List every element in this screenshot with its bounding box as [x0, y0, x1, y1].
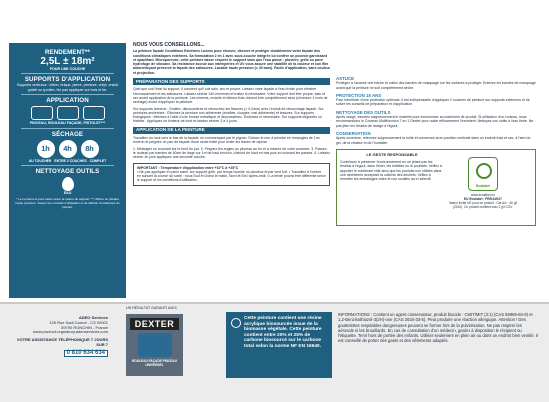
roller-icon	[57, 106, 79, 120]
company-website: www.product-regulatory.adeoservices.com	[32, 329, 108, 335]
divider	[21, 128, 114, 129]
rendement-sub: POUR UNE COUCHE	[49, 67, 86, 71]
assistance-label: VOTRE ASSISTANCE TÉLÉPHONIQUE 7 JOURS SUR 7	[16, 337, 108, 347]
drying-time-badge: 8h	[81, 140, 99, 158]
address-line-1: 135 Rue Sadi Carnot - CS 00001	[49, 319, 108, 325]
drying-label: ENTRE 2 COUCHES	[54, 158, 87, 163]
geste-text: Contribuez à préserver l'environnement en ne jetant pas les résidus à l'égout, dans l'évier, les toilettes ou la poubelle. Veillez à apporter le contenant vide ainsi que les produits non utilisés dans une déchèterie acceptant la collecte des déchets. Veillez à remettre les emballages vides et non souillés au tri sélectif.	[340, 160, 442, 182]
application-tools: PINCEAU, ROULEAU FAÇADE, PISTOLET***	[29, 121, 106, 126]
conservation-text: Après ouverture, refermez soigneusement la boîte et conservez-la en position verticale dans un endroit frais et sec, à l'abri du gel, de la chaleur et de l'humidité.	[336, 136, 531, 145]
astuce-title: ASTUCE	[336, 76, 355, 81]
drying-time-badge: 1h	[37, 140, 55, 158]
phone-number: 0 810 634 634	[64, 350, 108, 357]
sechage-title: SÉCHAGE	[51, 130, 84, 138]
nettoyage-outils-text: Après usage, essorez soigneusement le matériel pour économiser au maximum de produit. Si utilisation d'un rouleau, nous recommandons le Couteau Multifonction 7 en 1 Dexter pour racler efficacement l'excédent. Nettoyez vos outils à l'eau tiède. Ne pas jeter les résidus de lavage à l'égout.	[336, 115, 534, 128]
nettoyage-outils-title: NETTOYAGE DES OUTILS	[336, 109, 391, 115]
application-title: APPLICATION	[46, 97, 89, 105]
sidebar-footnotes: * Le rendement peut varier selon la nature du support. ** Utiliser un pistolet haute pression. Suivez les conseils d'utilisation et de dilution du fabricant du pistolet.	[15, 197, 120, 209]
biosourced-box	[226, 312, 332, 378]
instructions-column	[133, 43, 330, 186]
address-line-2: 59790 RONCHIN - France	[61, 324, 108, 330]
sechage-labels	[9, 159, 126, 163]
company-address	[8, 316, 108, 357]
prep-text-2: Sur supports farineux : Grattez, dépoussiérez et rebouchez les fissures (> 0,2mm) avec l'enduit de rebouchage façade. Sur peintures anciennes : Éliminez la peinture non adhérente (écaillée, cloquée, mal adhérente) et lessivez. Sur supports biologiques : éliminez à l'aide d'une brosse métallique et dépoussiérez. Enduisez si nécessaire. Sur supports dégradés ou friables : Appliquez un fixateur de fond et laissez sécher 3 à 4 jours.	[133, 106, 324, 124]
dexter-sub: ROULEAU FAÇADE PINCEAU UNIVERSEL	[132, 359, 177, 367]
dexter-logo: DEXTER	[130, 318, 179, 330]
divider	[21, 165, 114, 166]
spray-gun-icon	[83, 106, 105, 120]
conservation-title: CONSERVATION	[336, 130, 371, 136]
prep-title: PRÉPARATION DES SUPPORTS	[133, 78, 330, 85]
application-steps: 1. Mélangez en tournant sur le fond du pot. 2. Peignez les angles au pinceau au fur et à mesure de votre avancée. 3. Passez le rouleau par bandes de 60cm de large sur 1m de haut environ, d'abord de haut en bas puis en croisant les passes. 4. Laissez sécher 4h puis appliquez une seconde couche.	[133, 146, 330, 160]
safety-information: INFORMATIONS : Contient un agent conservateur, produit biocide : CMIT/MIT (3:1) (CAS 55965-84-9) et 1,2-Benzisothiazol-3(2H)-one (CAS 2634-33-5). Peut produire une réaction allergique. Attention ! Des gouttelettes respirables dangereuses peuvent se former lors de la pulvérisation. Ne pas respirer les aérosols ni les brouillards. En cas de consultation d'un médecin, garder à disposition le récipient ou l'étiquette. Tenir hors de portée des enfants. Utiliser seulement en plein air ou dans un endroit bien ventilé. Il est conseillé de porter des gants et des vêtements adaptés.	[338, 312, 538, 344]
supports-text: Supports verticaux : béton, brique, pierre, peinture, crépi, enduit gratté ou tyrolien. Ne pas appliquer sur bois et fer.	[16, 83, 119, 92]
spec-sidebar	[9, 43, 126, 298]
ecolabel-voc: Valeur limite UE pour ce produit : Cat A/c : 40 g/l (2010). Ce produit contient max 2 g/l COV.	[448, 200, 518, 209]
ecolabel-name: Ecolabel	[476, 183, 490, 188]
geste-content	[340, 153, 444, 222]
ecolabel-flower-icon	[468, 157, 498, 191]
protection-text: Pour bénéficier d'une protection optimale, il est indispensable d'appliquer 2 couches de peinture sur supports extérieurs et de suivre les conseils de préparation et d'application.	[336, 98, 530, 107]
geste-title: LE GESTE RESPONSABLE	[366, 151, 418, 157]
intro-text: La peinture façade Conditions Extrêmes Luxens pour rénover, décorer et protéger durablement votre façade des conditions climatiques extrêmes. Sa formulation 2 en 1 avec sous-couche intégrée lui confère un pouvoir garnissant et opacifiant. Microporeuse, cette peinture laisse respirer le support sans que l'eau passe : pluvière, grêle ou pavé hydrofuge de siloxane. Sa résistance accrue aux intempéries et UV vous assure une stabilité de la couleur et son film autonettoyant préserve la façade des salissures. Lavable haute pression (= 40 bars). Facile d'application, sans couleur et projection.	[133, 49, 331, 75]
sechage-icons	[9, 140, 126, 158]
dexter-box	[126, 314, 183, 376]
nettoyage-value: EAU	[63, 190, 72, 195]
important-title: IMPORTANT : Température d'application entre +10°C à +25°C	[137, 165, 239, 170]
drying-label: AU TOUCHER	[28, 158, 52, 163]
geste-responsable-box	[336, 149, 536, 226]
leaf-icon	[231, 318, 241, 328]
drying-time-badge: 4h	[59, 140, 77, 158]
roller-icon	[138, 333, 172, 357]
ecolabel-block	[448, 153, 518, 222]
rendement-title: RENDEMENT**	[44, 49, 91, 56]
advice-column	[336, 77, 536, 226]
ecolabel-site: www.ecolabel.eu	[471, 192, 495, 197]
protection-title: PROTECTION 15 ANS	[336, 92, 382, 98]
water-drop-icon	[62, 177, 74, 191]
prep-text: Quel que soit l'état du support, il convient qu'il soit sain, sec et propre. Laissez votre façade à l'eau froide pour éliminer l'encrassement et les salissures. Laissez sécher 24h minimum et traitez si nécessaire. Votre support doit être propre, sain et sec avant application de la peinture. Les ciments, enduits et bétons frais doivent être complètement secs (minimum 1 mois de séchage) avant d'appliquer la peinture.	[133, 87, 328, 105]
intro-title: NOUS VOUS CONSEILLONS...	[133, 42, 205, 48]
company-name: ADEO Services	[78, 315, 108, 320]
application-section-title: APPLICATION DE LA PEINTURE	[133, 127, 330, 134]
drying-label: COMPLET	[89, 158, 107, 163]
biosourced-text: Cette peinture contient une résine acrylique biosourcée issue de la biomasse végétale. Cette peinture contient entre 20% et 25% de carbone biosourcé sur le carbone total selon la norme NF EN 16640.	[244, 316, 322, 349]
brush-icon	[31, 106, 53, 120]
important-box	[133, 163, 330, 186]
nettoyage-title: NETTOYAGE OUTILS	[35, 167, 100, 175]
rendement-value: 2,5L ± 18m²	[40, 56, 95, 67]
application-text: Travaillez du haut vers le bas de la façade, en commençant par le pignon. Divisez le mur à peindre en rectangles de 1m² environ et peignez un pan de façade d'une seule traite pour éviter les traces de reprise.	[133, 136, 320, 145]
guarantee-label: UN RÉSULTAT GARANTI AVEC	[126, 306, 178, 310]
application-tools-icons	[9, 106, 126, 120]
divider	[21, 73, 114, 74]
astuce-text: Protégez à l'avance une bâche et collez des bandes de masquage sur les surfaces à protéger. Enlevez les bandes de masquage avant que la peinture ne soit complètement sèche.	[336, 81, 536, 90]
important-text: • Ne pas appliquer en plein soleil, sur support gelé, par temps humide ou pluvieux et par vent fort. • Travaillez à l'ombre en suivant la course du soleil : nous Sud et Ouest le matin, Nord et Est l'après-midi. • La teinte pourra être différente selon le support et les conditions d'utilisation.	[137, 169, 326, 183]
ecolabel-number: EU Ecolabel : FR/044/017	[464, 196, 502, 201]
supports-title: SUPPORTS D'APPLICATION	[24, 76, 111, 84]
label-bottom-panel	[0, 306, 549, 402]
divider	[21, 94, 114, 95]
